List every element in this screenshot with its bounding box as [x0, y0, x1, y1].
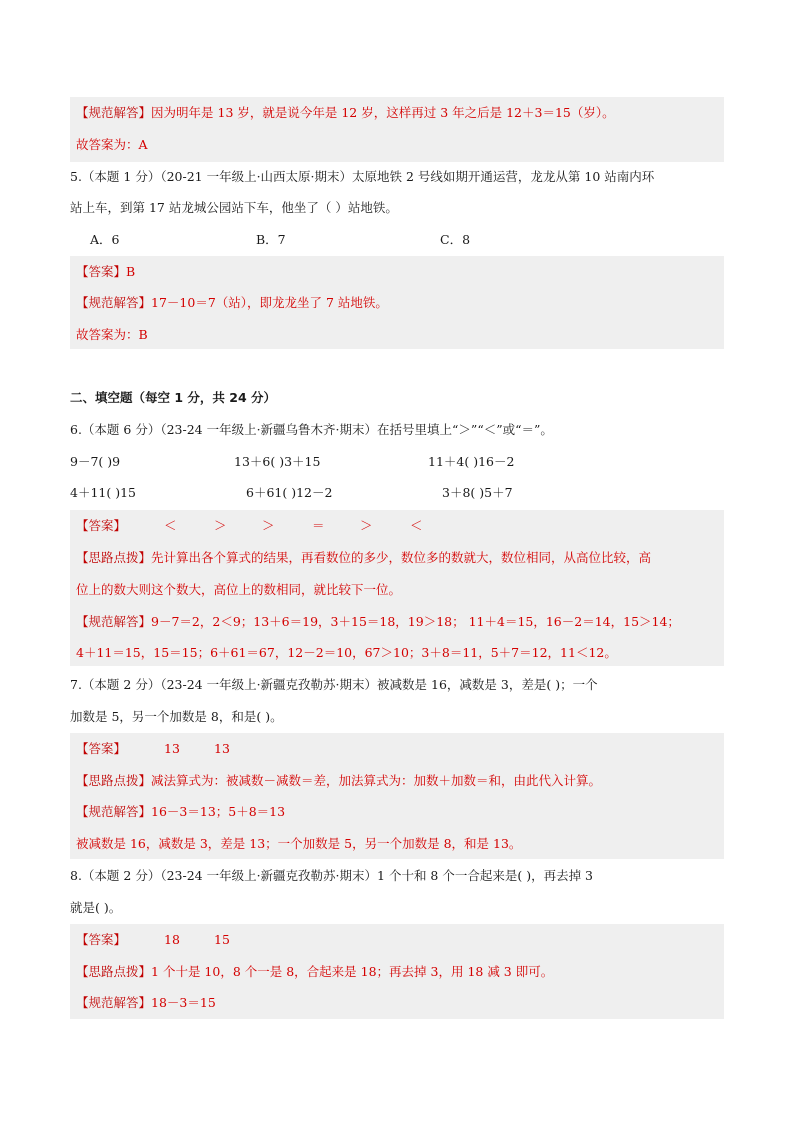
q6-answer-5: ＞ [360, 518, 373, 533]
q7-question-line-1: 7.（本题 2 分）（23-24 一年级上·新疆克孜勒苏·期末）被减数是 16，减数是 3，差是( )；一个 [70, 677, 598, 692]
q5-solution-line: 【规范解答】17－10＝7（站），即龙龙坐了 7 站地铁。 [76, 295, 388, 310]
q8-answer-1: 18 [164, 932, 180, 947]
q5-option-b: B．7 [256, 232, 286, 247]
q6-row-2 [70, 478, 724, 508]
q7-answer-line: 【答案】 13 13 [70, 734, 730, 764]
q5-answer-line [70, 257, 730, 287]
q6-hint-line-1: 【思路点拨】先计算出各个算式的结果，再看数位的多少，数位多的数就大，数位相同，从高位比较，高 [76, 550, 652, 565]
q8-solution-line: 【规范解答】18－3＝15 [76, 995, 216, 1010]
q8-answer-line: 【答案】 18 15 [70, 925, 730, 955]
q7-solution-extra: 被减数是 16，减数是 3，差是 13；一个加数是 5，另一个加数是 8，和是 13。 [76, 836, 522, 851]
q5-option-c: C．8 [440, 232, 471, 247]
q5-option-a: A．6 [90, 232, 120, 247]
q7-hint-line: 【思路点拨】减法算式为：被减数－减数＝差，加法算式为：加数＋加数＝和，由此代入计算。 [76, 773, 602, 788]
q8-question-line-2: 就是( )。 [70, 900, 122, 915]
q5-final-answer: 故答案为：B [76, 327, 148, 342]
q7-question-line-2: 加数是 5，另一个加数是 8，和是( )。 [70, 709, 283, 724]
q6-item-1: 9－7( )9 [70, 454, 121, 469]
q6-item-6: 3＋8( )5＋7 [442, 485, 513, 500]
solution-tag: 【规范解答】 [76, 105, 152, 120]
q5-question-line-2: 站上车，到第 17 站龙城公园站下车，他坐了（ ）站地铁。 [70, 200, 398, 215]
q7-answer-2: 13 [214, 741, 230, 756]
q6-answer-1: ＜ [164, 518, 177, 533]
q6-solution-line-2: 4＋11＝15，15＝15；6＋61＝67，12－2＝10，67＞10；3＋8＝11，5＋7＝12，11＜12。 [76, 645, 617, 660]
q6-answer-2: ＞ [214, 518, 227, 533]
q6-hint-line-2: 位上的数大则这个数大，高位上的数相同，就比较下一位。 [76, 582, 402, 597]
q6-item-5: 6＋61( )12－2 [246, 485, 333, 500]
q6-answer-line: 【答案】 ＜ ＞ ＞ ＝ ＞ ＜ [70, 511, 730, 541]
section-heading: 二、填空题（每空 1 分，共 24 分） [70, 390, 277, 405]
q6-item-2: 13＋6( )3＋15 [234, 454, 321, 469]
q7-solution-line: 【规范解答】16－3＝13；5＋8＝13 [76, 804, 286, 819]
q7-answer-1: 13 [164, 741, 180, 756]
q6-solution-line-1: 【规范解答】9－7＝2，2＜9；13＋6＝19，3＋15＝18，19＞18； 11＋4＝15，16－2＝14，15＞14； [76, 614, 680, 629]
q6-item-4: 4＋11( )15 [70, 485, 136, 500]
q6-row-1 [70, 447, 724, 477]
q8-question-line-1: 8.（本题 2 分）（23-24 一年级上·新疆克孜勒苏·期末）1 个十和 8 个一合起来是( )，再去掉 3 [70, 868, 594, 883]
hint-tag: 【思路点拨】 [76, 550, 152, 565]
q6-answer-6: ＜ [410, 518, 423, 533]
q8-answer-2: 15 [214, 932, 230, 947]
q6-answer-3: ＞ [262, 518, 275, 533]
q4-solution-line [70, 98, 730, 128]
q4-final-answer: 故答案为：A [76, 137, 148, 152]
q6-question-line: 6.（本题 6 分）（23-24 一年级上·新疆乌鲁木齐·期末）在括号里填上“＞”“＜”或“＝”。 [70, 422, 553, 437]
q5-options [70, 225, 724, 255]
q8-hint-line: 【思路点拨】1 个十是 10，8 个一是 8，合起来是 18；再去掉 3，用 18 减 3 即可。 [76, 964, 554, 979]
answer-tag: 【答案】 [76, 264, 127, 279]
solution-text: 因为明年是 13 岁，就是说今年是 12 岁，这样再过 3 年之后是 12＋3＝15（岁）。 [151, 105, 615, 120]
q6-answer-4: ＝ [312, 518, 325, 533]
q5-answer: B [126, 264, 136, 279]
q5-question-line-1: 5.（本题 1 分）（20-21 一年级上·山西太原·期末）太原地铁 2 号线如期开通运营，龙龙从第 10 站南内环 [70, 169, 655, 184]
q6-item-3: 11＋4( )16－2 [428, 454, 515, 469]
